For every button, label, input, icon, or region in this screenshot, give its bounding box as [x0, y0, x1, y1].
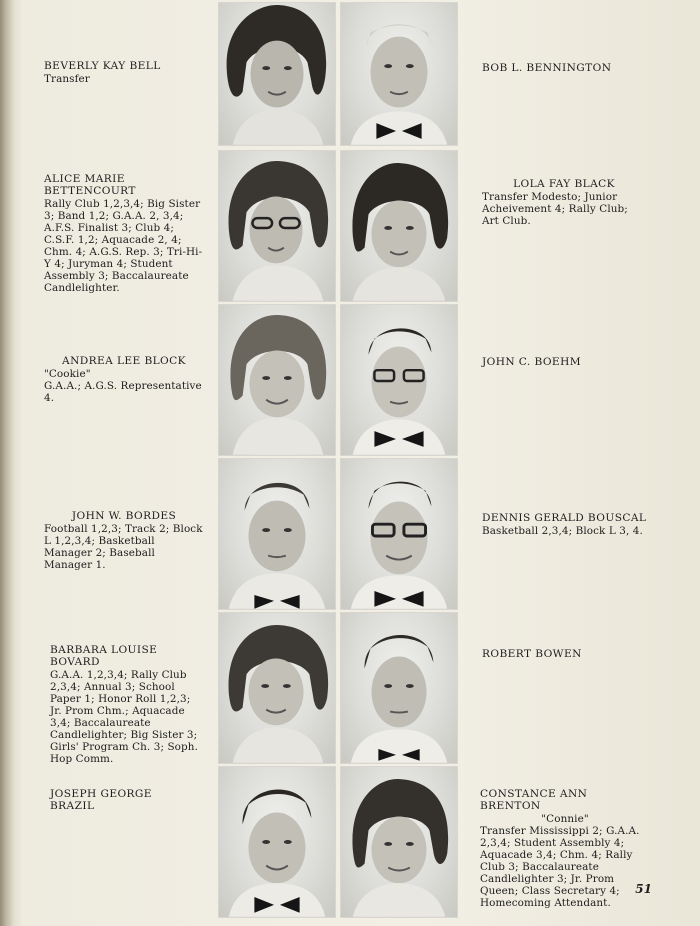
student-entry [44, 355, 204, 404]
student-photo [218, 150, 336, 302]
student-activities: Football 1,2,3; Track 2; Block L 1,2,3,4; Basketball Manager 2; Baseball Manager 1. [44, 523, 203, 571]
student-name: BEVERLY KAY BELL [44, 60, 161, 72]
student-entry [482, 356, 652, 369]
student-entry [482, 512, 654, 537]
student-activities: Rally Club 1,2,3,4; Big Sister 3; Band 1,2; G.A.A. 2, 3,4; A.F.S. Finalist 3; Club 4; C.S.F. 1,2; Aquacade 2, 4; Chm. 4; A.G.S. Rep. 3; Tri-Hi-Y 4; Juryman 4; Student Assembly 3; Baccalaureate Candlelighter. [44, 198, 203, 294]
student-entry [482, 178, 646, 227]
student-name: BARBARA LOUISE BOVARD [50, 644, 158, 668]
student-photo [218, 766, 336, 918]
student-photo [218, 612, 336, 764]
student-entry [44, 510, 204, 571]
student-name: ALICE MARIE BETTENCOURT [44, 173, 136, 197]
student-name: JOSEPH GEORGE BRAZIL [50, 788, 152, 812]
student-name: JOHN C. BOEHM [482, 356, 581, 368]
student-activities: Basketball 2,3,4; Block L 3, 4. [482, 525, 643, 537]
page-number: 51 [635, 882, 652, 896]
student-photo [340, 612, 458, 764]
student-photo [340, 766, 458, 918]
student-nickname: "Connie" [541, 813, 589, 825]
student-name: ROBERT BOWEN [482, 648, 582, 660]
student-name: LOLA FAY BLACK [513, 178, 615, 190]
student-photo [218, 2, 336, 146]
student-name: DENNIS GERALD BOUSCAL [482, 512, 647, 524]
binding-shadow [0, 0, 14, 926]
student-name: BOB L. BENNINGTON [482, 62, 612, 74]
student-entry [50, 644, 200, 765]
student-activities: G.A.A. 1,2,3,4; Rally Club 2,3,4; Annual 3; School Paper 1; Honor Roll 1,2,3; Jr. Prom Chm.; Aquacade 3,4; Baccalaureate Candlelighter; Big Sister 3; Girls' Program Ch. 3; Soph. Hop Comm. [50, 669, 198, 765]
student-name: CONSTANCE ANN BRENTON [480, 788, 588, 812]
student-entry [44, 60, 209, 85]
student-entry [480, 788, 650, 909]
student-activities: Transfer [44, 73, 90, 85]
student-activities: G.A.A.; A.G.S. Representative 4. [44, 380, 202, 404]
student-photo [340, 2, 458, 146]
student-activities: Transfer Modesto; Junior Acheivement 4; Rally Club; Art Club. [482, 191, 628, 227]
student-entry [482, 648, 652, 661]
student-entry [482, 62, 652, 75]
student-photo [340, 458, 458, 610]
student-photo [340, 150, 458, 302]
student-nickname: "Cookie" [44, 368, 91, 380]
student-entry [50, 788, 200, 813]
student-activities: Transfer Mississippi 2; G.A.A. 2,3,4; Student Assembly 4; Aquacade 3,4; Chm. 4; Rally Club 3; Baccalaureate Candlelighter 3; Jr. Prom Queen; Class Secretary 4; Homecoming Attendant. [480, 825, 640, 909]
student-photo [218, 304, 336, 456]
student-photo [340, 304, 458, 456]
student-name: ANDREA LEE BLOCK [62, 355, 186, 367]
student-name: JOHN W. BORDES [71, 510, 177, 522]
student-photo [218, 458, 336, 610]
student-entry [44, 173, 204, 294]
